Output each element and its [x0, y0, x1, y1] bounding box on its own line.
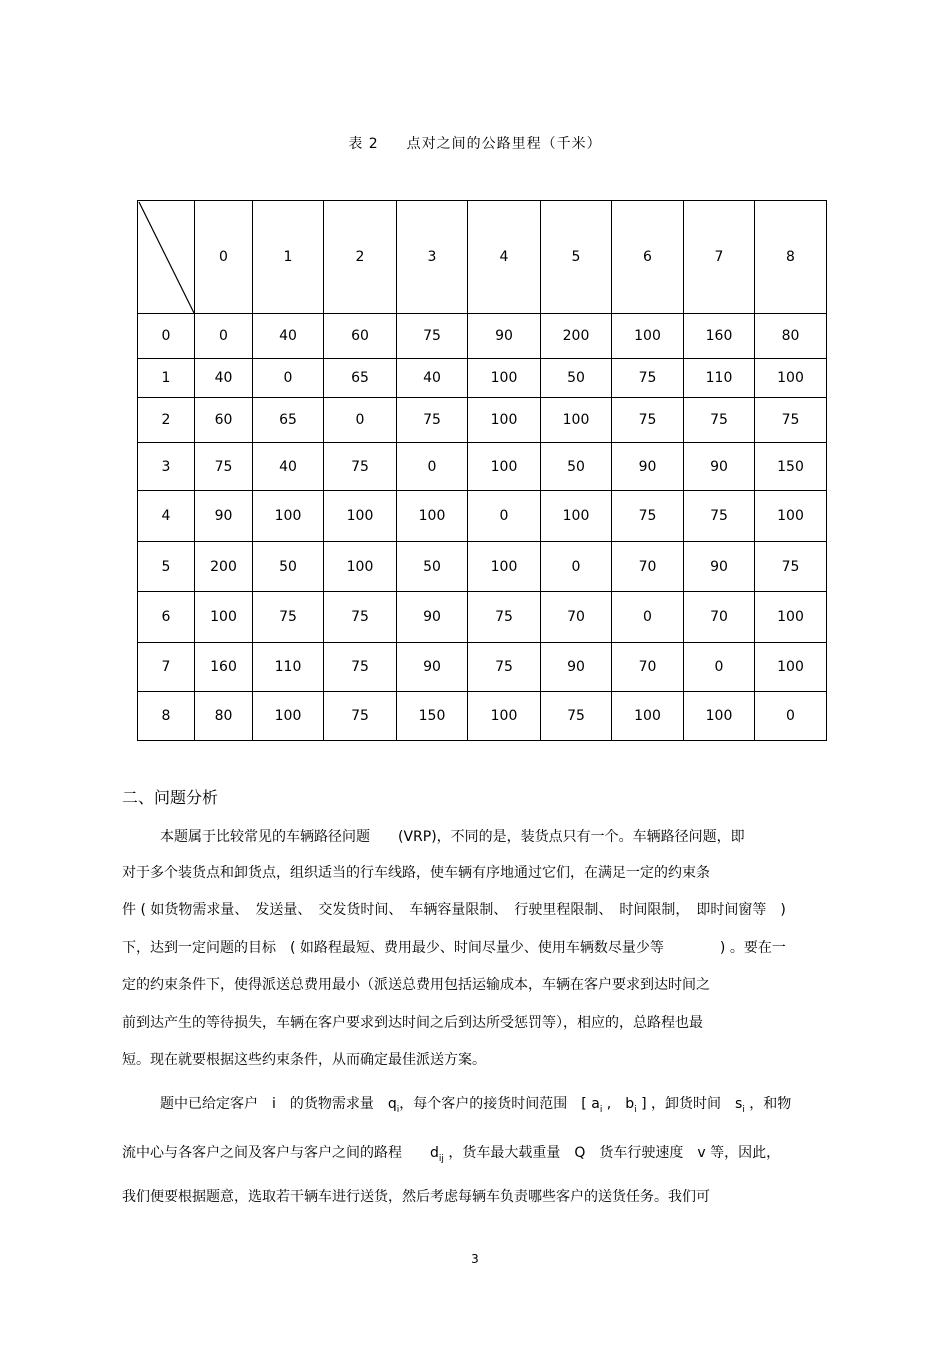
table-cell: 75	[541, 692, 612, 741]
table-cell: 100	[468, 443, 541, 491]
table-cell: 75	[397, 398, 468, 443]
table-cell: 65	[253, 398, 324, 443]
table-cell: 100	[324, 542, 397, 592]
para2-line2: 流中心与各客户之间及客户与客户之间的路程 $d_{ij}$ ，货车最大载重量 Q 货车行驶速度 v 等，因此，	[122, 1145, 781, 1164]
column-header: 8	[755, 201, 827, 314]
row-header: 6	[138, 592, 195, 643]
table-cell: 90	[397, 643, 468, 692]
table-cell: 150	[397, 692, 468, 741]
table-cell: 90	[684, 542, 755, 592]
table-cell: 75	[324, 692, 397, 741]
table-cell: 70	[541, 592, 612, 643]
diagonal-header-cell	[138, 201, 195, 314]
table-cell: 0	[253, 359, 324, 398]
caption-label: 表 2	[348, 136, 379, 152]
table-cell: 70	[684, 592, 755, 643]
table-row	[138, 491, 827, 542]
table-cell: 100	[324, 491, 397, 542]
table-cell: 75	[468, 592, 541, 643]
table-cell: 90	[612, 443, 684, 491]
table-cell: 70	[612, 542, 684, 592]
row-header: 2	[138, 398, 195, 443]
table-cell: 75	[612, 398, 684, 443]
caption-title: 点对之间的公路里程（千米）	[406, 136, 602, 152]
row-header: 1	[138, 359, 195, 398]
table-cell: 110	[253, 643, 324, 692]
table-cell: 100	[755, 592, 827, 643]
table-cell: 75	[253, 592, 324, 643]
table-cell: 75	[612, 359, 684, 398]
table-cell: 75	[684, 398, 755, 443]
table-cell: 40	[195, 359, 253, 398]
table-cell: 75	[755, 398, 827, 443]
table-cell: 100	[468, 542, 541, 592]
row-header: 0	[138, 314, 195, 359]
para1-line4: 下，达到一定问题的目标 ( 如路程最短、费用最少、时间尽量少、使用车辆数尽量少等 ) 。要在一	[122, 940, 786, 956]
table-caption	[0, 133, 950, 153]
table-cell: 160	[195, 643, 253, 692]
table-cell: 100	[253, 692, 324, 741]
table-cell: 80	[195, 692, 253, 741]
para2-line1: 题中已给定客户 i 的货物需求量 $q_i$，每个客户的接货时间范围 [ $a_i$ , $b_i$ ] ，卸货时间 $s_i$ ，和物	[160, 1096, 792, 1115]
table-cell: 75	[324, 443, 397, 491]
table-cell: 100	[195, 592, 253, 643]
table-cell: 75	[755, 542, 827, 592]
table-row	[138, 443, 827, 491]
table-cell: 75	[324, 643, 397, 692]
table-cell: 0	[324, 398, 397, 443]
table-cell: 0	[612, 592, 684, 643]
table-cell: 50	[253, 542, 324, 592]
table-cell: 90	[397, 592, 468, 643]
para1-line2: 对于多个装货点和卸货点，组织适当的行车线路，使车辆有序地通过它们，在满足一定的约束条	[122, 865, 710, 881]
table-cell: 100	[612, 314, 684, 359]
para1-line3: 件 ( 如货物需求量、 发送量、 交发货时间、 车辆容量限制、 行驶里程限制、 时间限制， 即时间窗等 )	[122, 902, 786, 918]
table-cell: 100	[468, 359, 541, 398]
column-header: 2	[324, 201, 397, 314]
table-cell: 40	[253, 443, 324, 491]
table-cell: 110	[684, 359, 755, 398]
row-header: 7	[138, 643, 195, 692]
table-row	[138, 592, 827, 643]
column-header: 4	[468, 201, 541, 314]
row-header: 5	[138, 542, 195, 592]
table-cell: 75	[468, 643, 541, 692]
table-cell: 0	[397, 443, 468, 491]
table-cell: 100	[755, 359, 827, 398]
table-cell: 60	[324, 314, 397, 359]
distance-table	[137, 200, 827, 741]
table-cell: 100	[541, 398, 612, 443]
table-cell: 40	[397, 359, 468, 398]
table-row	[138, 359, 827, 398]
table-cell: 50	[541, 443, 612, 491]
table-cell: 100	[684, 692, 755, 741]
para1-line7: 短。现在就要根据这些约束条件，从而确定最佳派送方案。	[122, 1052, 486, 1068]
table-cell: 200	[541, 314, 612, 359]
table-cell: 75	[684, 491, 755, 542]
table-cell: 100	[397, 491, 468, 542]
para1-line5: 定的约束条件下，使得派送总费用最小（派送总费用包括运输成本，车辆在客户要求到达时间之	[122, 977, 710, 993]
table-cell: 75	[324, 592, 397, 643]
page-number: 3	[471, 1252, 479, 1266]
para1-line1: 本题属于比较常见的车辆路径问题 (VRP)，不同的是，装货点只有一个。车辆路径问题，即	[160, 829, 745, 845]
table-cell: 90	[684, 443, 755, 491]
table-row	[138, 542, 827, 592]
table-cell: 100	[612, 692, 684, 741]
table-cell: 0	[468, 491, 541, 542]
para1-line6: 前到达产生的等待损失，车辆在客户要求到达时间之后到达所受惩罚等），相应的，总路程也最	[122, 1015, 703, 1031]
diagonal-line-icon	[138, 201, 195, 314]
table-cell: 0	[755, 692, 827, 741]
column-header: 5	[541, 201, 612, 314]
table-cell: 40	[253, 314, 324, 359]
column-header: 6	[612, 201, 684, 314]
table-cell: 100	[468, 398, 541, 443]
table-cell: 100	[541, 491, 612, 542]
table-cell: 0	[195, 314, 253, 359]
column-header: 1	[253, 201, 324, 314]
table-row	[138, 692, 827, 741]
table-cell: 65	[324, 359, 397, 398]
row-header: 8	[138, 692, 195, 741]
table-cell: 100	[468, 692, 541, 741]
table-cell: 90	[468, 314, 541, 359]
column-header: 7	[684, 201, 755, 314]
table-cell: 200	[195, 542, 253, 592]
table-cell: 75	[195, 443, 253, 491]
table-cell: 90	[195, 491, 253, 542]
table-cell: 100	[755, 491, 827, 542]
table-cell: 70	[612, 643, 684, 692]
para2-line3: 我们便要根据题意，选取若干辆车进行送货，然后考虑每辆车负责哪些客户的送货任务。我们可	[122, 1189, 710, 1205]
table-cell: 150	[755, 443, 827, 491]
table-row	[138, 643, 827, 692]
table-cell: 100	[755, 643, 827, 692]
table-cell: 80	[755, 314, 827, 359]
column-header: 0	[195, 201, 253, 314]
row-header: 3	[138, 443, 195, 491]
table-cell: 75	[612, 491, 684, 542]
table-cell: 90	[541, 643, 612, 692]
table-cell: 100	[253, 491, 324, 542]
table-cell: 50	[541, 359, 612, 398]
table-cell: 60	[195, 398, 253, 443]
section-heading: 二、问题分析	[122, 788, 219, 807]
table-cell: 160	[684, 314, 755, 359]
table-cell: 50	[397, 542, 468, 592]
table-row	[138, 398, 827, 443]
table-cell: 75	[397, 314, 468, 359]
table-row	[138, 314, 827, 359]
table-cell: 0	[541, 542, 612, 592]
column-header: 3	[397, 201, 468, 314]
row-header: 4	[138, 491, 195, 542]
table-cell: 0	[684, 643, 755, 692]
table-header-row	[138, 201, 827, 314]
